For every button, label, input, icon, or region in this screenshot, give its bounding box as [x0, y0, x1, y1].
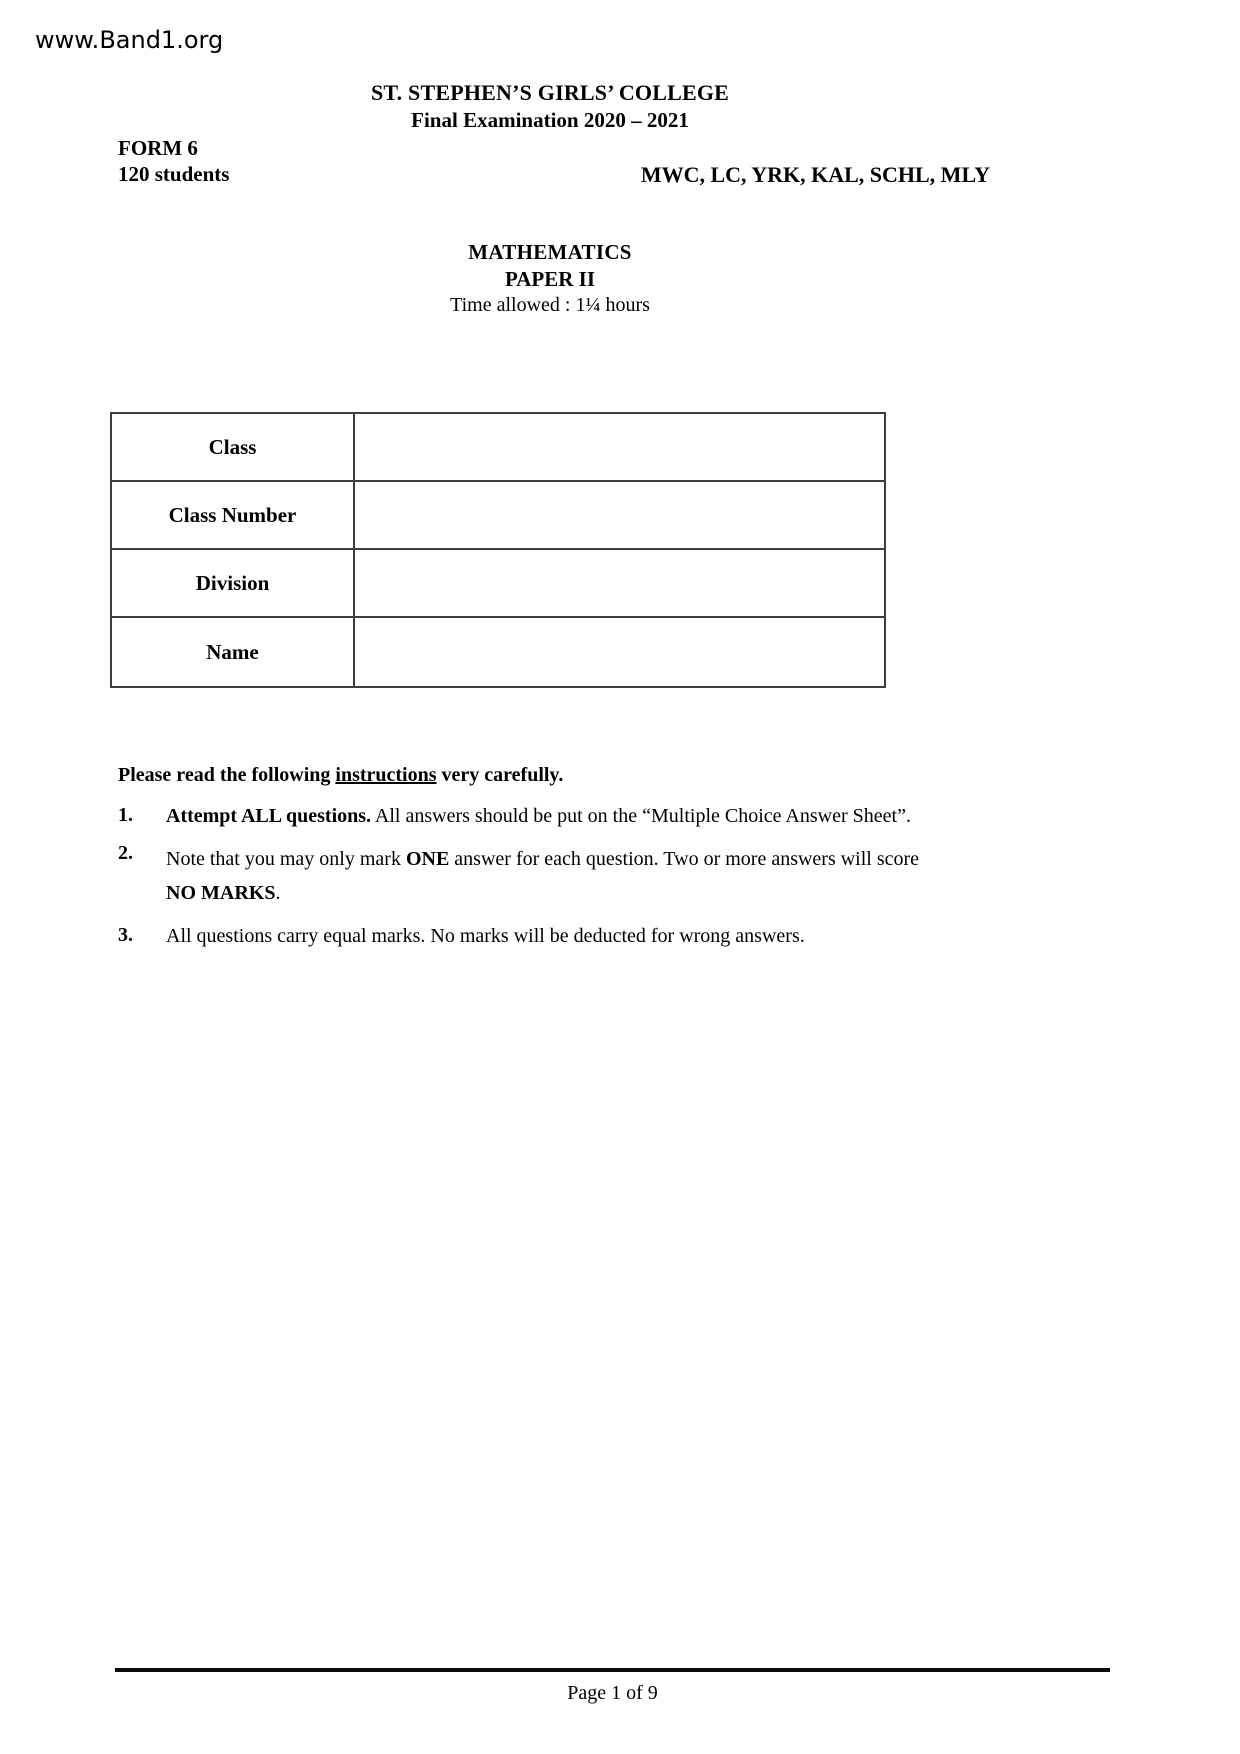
- row-label-class: Class: [112, 414, 355, 480]
- row-value-class-number: [355, 482, 884, 548]
- table-row-name: [112, 618, 884, 686]
- row-label-division: Division: [112, 550, 355, 616]
- subject-title: MATHEMATICS: [468, 240, 632, 264]
- item-2-number: 2.: [118, 842, 133, 864]
- item-2-mid: answer for each question. Two or more answers will score: [449, 848, 920, 870]
- instructions-heading-underlined: instructions: [335, 764, 437, 786]
- exam-title: Final Examination 2020 – 2021: [411, 108, 689, 132]
- row-value-division: [355, 550, 884, 616]
- instruction-item-2: [118, 842, 990, 910]
- form-label: FORM 6: [118, 136, 198, 160]
- item-2-text: [166, 842, 990, 910]
- student-count: 120 students: [118, 162, 230, 186]
- item-2-bold-one: ONE: [405, 848, 450, 870]
- school-name: ST. STEPHEN’S GIRLS’ COLLEGE: [370, 80, 730, 105]
- row-label-name: Name: [112, 618, 355, 686]
- item-1-rest: All answers should be put on the “Multiple Choice Answer Sheet”.: [371, 805, 911, 827]
- time-allowed: Time allowed : 1¼ hours: [450, 294, 650, 316]
- item-1-number: 1.: [118, 804, 133, 826]
- item-1-bold-lead: Attempt ALL questions.: [166, 805, 372, 827]
- paper-number: PAPER II: [504, 267, 596, 291]
- footer-divider: [115, 1668, 1110, 1672]
- page-number: Page 1 of 9: [567, 1682, 658, 1704]
- item-1-text: [166, 804, 990, 828]
- item-3-number: 3.: [118, 924, 133, 946]
- row-label-class-number: Class Number: [112, 482, 355, 548]
- row-value-class: [355, 414, 884, 480]
- table-row-class: [112, 414, 884, 482]
- instructions-heading: [118, 764, 563, 787]
- table-row-division: [112, 550, 884, 618]
- item-2-bold-two: NO MARKS: [166, 882, 276, 904]
- row-value-name: [355, 618, 884, 686]
- instructions-heading-post: very carefully.: [436, 764, 564, 786]
- watermark-url: www.Band1.org: [35, 26, 224, 54]
- page-content: [110, 0, 990, 1754]
- instruction-item-3: [118, 924, 990, 948]
- item-2-post: .: [275, 882, 281, 904]
- item-2-pre: Note that you may only mark: [166, 848, 406, 870]
- instructions-heading-pre: Please read the following: [118, 764, 336, 786]
- class-codes: MWC, LC, YRK, KAL, SCHL, MLY: [640, 162, 990, 187]
- item-3-text: All questions carry equal marks. No marks will be deducted for wrong answers.: [166, 925, 805, 947]
- instruction-item-1: [118, 804, 990, 828]
- table-row-class-number: [112, 482, 884, 550]
- candidate-info-table: [110, 412, 886, 688]
